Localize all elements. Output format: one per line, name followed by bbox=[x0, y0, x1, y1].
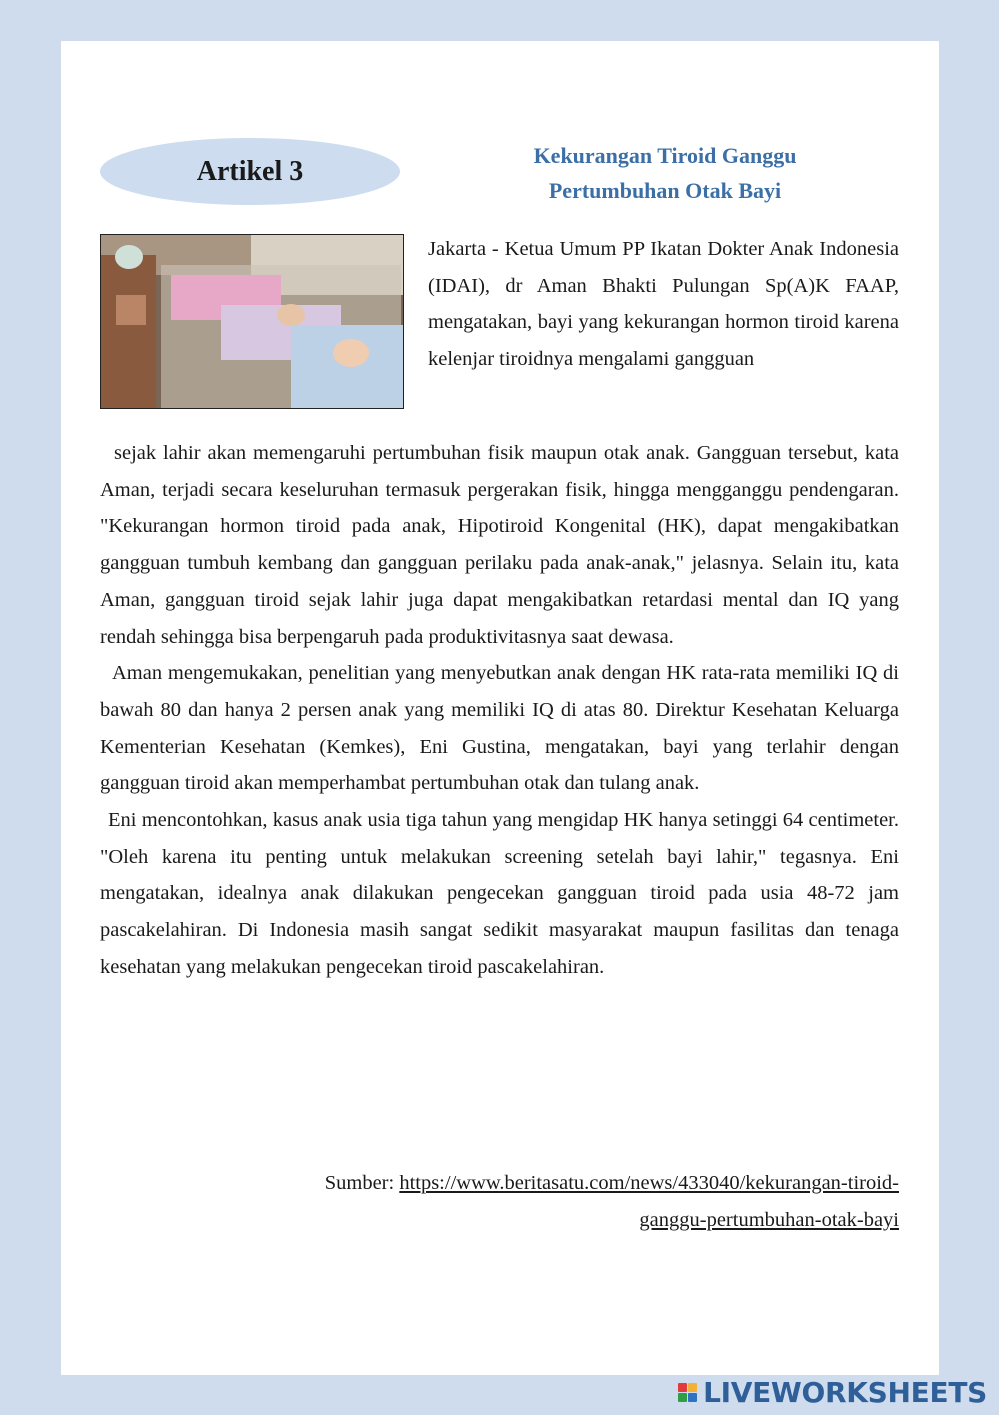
source-link-line-1[interactable]: https://www.beritasatu.com/news/433040/kekurangan-tiroid- bbox=[399, 1172, 899, 1194]
article-body bbox=[100, 435, 899, 986]
article-label: Artikel 3 bbox=[196, 155, 304, 187]
article-source bbox=[100, 1165, 899, 1238]
article-intro: Jakarta - Ketua Umum PP Ikatan Dokter Anak Indonesia (IDAI), dr Aman Bhakti Pulungan Sp(A)K FAAP, mengatakan, bayi yang kekurangan hormon tiroid karena kelenjar tiroidnya mengalami gangguan bbox=[428, 238, 899, 370]
article-paragraph: sejak lahir akan memengaruhi pertumbuhan fisik maupun otak anak. Gangguan tersebut, kata Aman, terjadi secara keseluruhan termasuk pergerakan fisik, hingga mengganggu pendengaran. "Kekurangan hormon tiroid pada anak, Hipotiroid Kongenital (HK), dapat mengakibatkan gangguan tumbuh kembang dan gangguan perilaku pada anak-anak," jelasnya. Selain itu, kata Aman, gangguan tiroid sejak lahir juga dapat mengakibatkan retardasi mental dan IQ yang rendah sehingga bisa berpengaruh pada produktivitasnya saat dewasa. bbox=[100, 442, 899, 648]
liveworksheets-brand bbox=[678, 1374, 987, 1410]
newborn-nursery-photo bbox=[100, 234, 404, 409]
liveworksheets-logo-icon bbox=[678, 1383, 697, 1402]
article-title-line-2: Pertumbuhan Otak Bayi bbox=[548, 178, 782, 203]
article-title-line-1: Kekurangan Tiroid Ganggu bbox=[533, 143, 797, 168]
source-link-line-2[interactable]: ganggu-pertumbuhan-otak-bayi bbox=[639, 1208, 899, 1231]
article-paragraph: Aman mengemukakan, penelitian yang menyebutkan anak dengan HK rata-rata memiliki IQ di bawah 80 dan hanya 2 persen anak yang memiliki IQ di atas 80. Direktur Kesehatan Keluarga Kementerian Kesehatan (Kemkes), Eni Gustina, mengatakan, bayi yang terlahir dengan gangguan tiroid akan memperhambat pertumbuhan otak dan tulang anak. bbox=[100, 662, 899, 795]
article-label-badge bbox=[100, 138, 400, 205]
article-paragraph: Eni mencontohkan, kasus anak usia tiga tahun yang mengidap HK hanya setinggi 64 centimeter. "Oleh karena itu penting untuk melakukan screening setelah bayi lahir," tegasnya. Eni mengatakan, idealnya anak dilakukan pengecekan gangguan tiroid pada usia 48-72 jam pascakelahiran. Di Indonesia masih sangat sedikit masyarakat maupun fasilitas dan tenaga kesehatan yang melakukan pengecekan tiroid pascakelahiran. bbox=[100, 809, 899, 978]
source-label: Sumber: bbox=[324, 1172, 395, 1194]
brand-text: LIVEWORKSHEETS bbox=[703, 1375, 987, 1409]
article-title bbox=[440, 138, 890, 208]
